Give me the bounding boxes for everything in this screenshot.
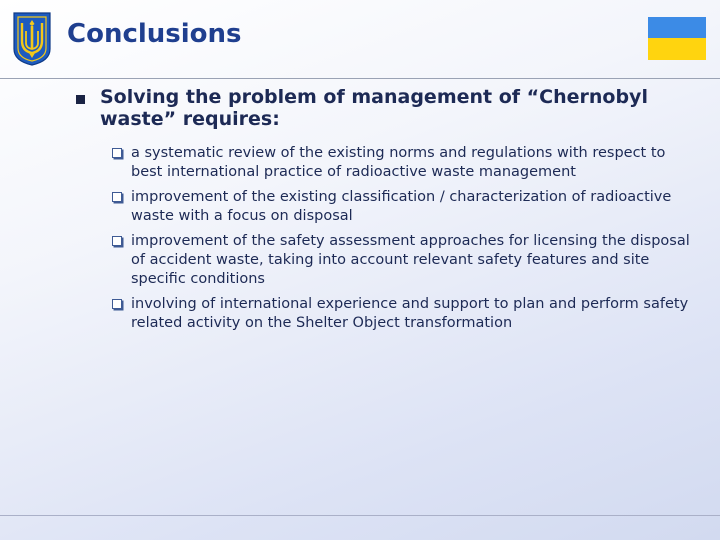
list-item	[112, 295, 692, 333]
sub-point-text: a systematic review of the existing norms and regulations with respect to best international practice of radioactive waste management	[131, 145, 666, 180]
square-bullet-icon	[76, 95, 85, 104]
slide-title: Conclusions	[67, 19, 242, 49]
header-divider	[0, 78, 720, 79]
slide-header	[0, 0, 720, 80]
hollow-square-bullet-icon	[112, 236, 122, 246]
footer-divider	[0, 515, 720, 516]
sub-point-text: improvement of the existing classification / characterization of radioactive waste with a focus on disposal	[131, 189, 672, 224]
ukraine-flag-icon	[648, 17, 706, 60]
flag-yellow-stripe	[648, 38, 706, 60]
list-item	[112, 232, 692, 289]
hollow-square-bullet-icon	[112, 192, 122, 202]
flag-blue-stripe	[648, 17, 706, 38]
hollow-square-bullet-icon	[112, 148, 122, 158]
ukraine-coat-of-arms-icon	[12, 11, 52, 67]
hollow-square-bullet-icon	[112, 299, 122, 309]
sub-point-text: improvement of the safety assessment approaches for licensing the disposal of accident waste, taking into account relevant safety features and site specific conditions	[131, 233, 690, 287]
sub-bullet-list	[112, 144, 692, 339]
main-point-text: Solving the problem of management of “Chernobyl waste” requires:	[100, 86, 648, 130]
list-item	[112, 188, 692, 226]
list-item	[112, 144, 692, 182]
sub-point-text: involving of international experience and support to plan and perform safety related activity on the Shelter Object transformation	[131, 296, 689, 331]
